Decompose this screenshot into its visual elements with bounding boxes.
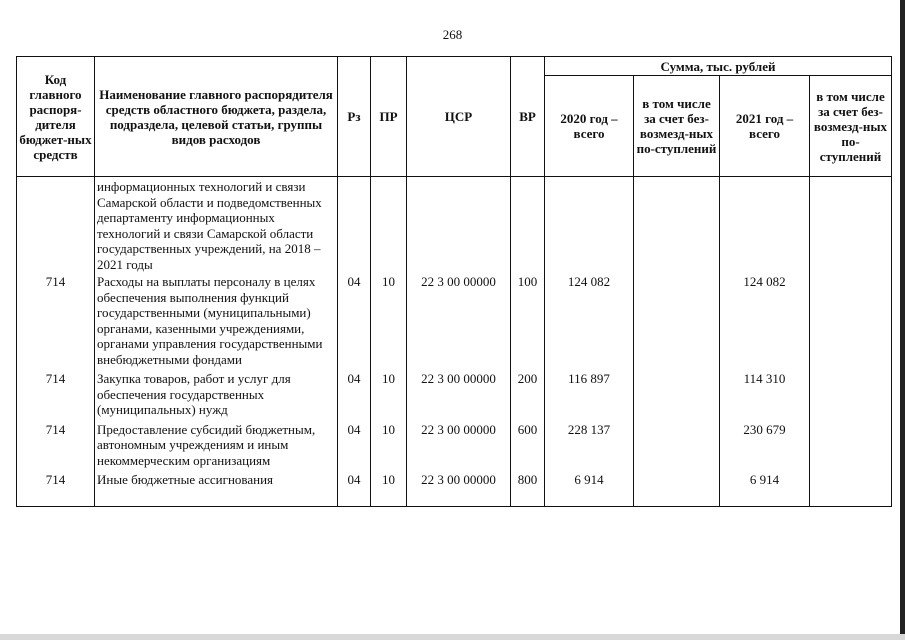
row-csr: 22 3 00 00000 <box>407 420 511 471</box>
row-2021-total: 124 082 <box>720 272 810 369</box>
row-rz: 04 <box>338 369 371 420</box>
row-code: 714 <box>17 470 95 507</box>
header-row-top <box>17 57 892 76</box>
row-pr: 10 <box>371 420 407 471</box>
header-csr: ЦСР <box>407 57 511 177</box>
header-vr: ВР <box>511 57 545 177</box>
row-2020-total: 6 914 <box>545 470 634 507</box>
row-2021-total: 230 679 <box>720 420 810 471</box>
row-code: 714 <box>17 369 95 420</box>
row-csr: 22 3 00 00000 <box>407 272 511 369</box>
row-csr: 22 3 00 00000 <box>407 369 511 420</box>
row-name: Иные бюджетные ассигнования <box>95 470 338 507</box>
row-name: Предоставление субсидий бюджетным, автономным учреждениям и иным некоммерческим организациям <box>95 420 338 471</box>
row-2021-total: 114 310 <box>720 369 810 420</box>
row-2020-total: 116 897 <box>545 369 634 420</box>
table-row <box>17 470 892 507</box>
row-code: 714 <box>17 272 95 369</box>
row-rz: 04 <box>338 420 371 471</box>
row-vr: 200 <box>511 369 545 420</box>
row-2021-grants <box>810 272 892 369</box>
table-row <box>17 272 892 369</box>
continuation-text: информационных технологий и связи Самарской области и подведомственных департаменту информационных технологий и связи Самарской области государственных учреждений, на 2018 – 2021 годы <box>95 177 338 273</box>
row-rz: 04 <box>338 272 371 369</box>
row-2020-total: 228 137 <box>545 420 634 471</box>
continuation-row <box>17 177 892 273</box>
header-2021-total: 2021 год – всего <box>720 76 810 177</box>
table-row <box>17 420 892 471</box>
header-2020-grants: в том числе за счет без-возмезд-ных по-ступлений <box>634 76 720 177</box>
header-2021-grants: в том числе за счет без-возмезд-ных по-ступлений <box>810 76 892 177</box>
row-code: 714 <box>17 420 95 471</box>
header-code: Код главного распоря-дителя бюджет-ных средств <box>17 57 95 177</box>
row-vr: 600 <box>511 420 545 471</box>
row-vr: 100 <box>511 272 545 369</box>
row-pr: 10 <box>371 470 407 507</box>
row-2020-grants <box>634 470 720 507</box>
row-2020-grants <box>634 420 720 471</box>
scan-edge-bottom <box>0 634 905 640</box>
row-csr: 22 3 00 00000 <box>407 470 511 507</box>
scan-edge-right <box>900 0 905 640</box>
row-2020-grants <box>634 272 720 369</box>
header-2020-total: 2020 год – всего <box>545 76 634 177</box>
header-rz: Рз <box>338 57 371 177</box>
budget-table <box>16 56 892 507</box>
page-number: 268 <box>442 27 463 42</box>
row-pr: 10 <box>371 272 407 369</box>
row-name: Закупка товаров, работ и услуг для обеспечения государственных (муниципальных) нужд <box>95 369 338 420</box>
row-2021-grants <box>810 470 892 507</box>
row-rz: 04 <box>338 470 371 507</box>
row-2021-grants <box>810 369 892 420</box>
row-2020-total: 124 082 <box>545 272 634 369</box>
row-name: Расходы на выплаты персоналу в целях обеспечения выполнения функций государственными (муниципальными) органами, казенными учреждениями, органами управления государственными внебюджетными фондами <box>95 272 338 369</box>
row-2021-grants <box>810 420 892 471</box>
header-name: Наименование главного распорядителя средств областного бюджета, раздела, подраздела, целевой статьи, группы видов расходов <box>95 57 338 177</box>
row-vr: 800 <box>511 470 545 507</box>
table-row <box>17 369 892 420</box>
row-2020-grants <box>634 369 720 420</box>
header-pr: ПР <box>371 57 407 177</box>
row-pr: 10 <box>371 369 407 420</box>
row-2021-total: 6 914 <box>720 470 810 507</box>
header-sum-group: Сумма, тыс. рублей <box>545 57 892 76</box>
